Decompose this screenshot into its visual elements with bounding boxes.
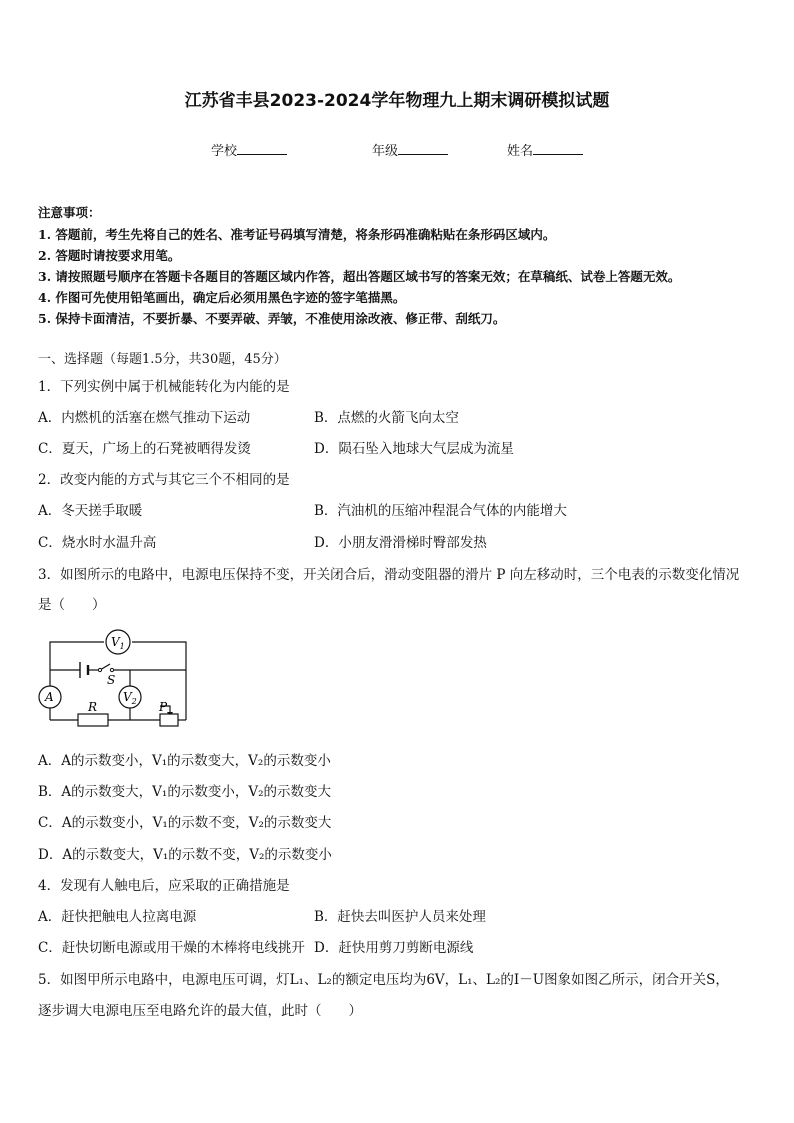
q4-option-b[interactable]: B．赶快去叫医护人员来处理 — [314, 909, 486, 925]
school-blank[interactable] — [237, 142, 287, 155]
grade-field[interactable] — [372, 140, 448, 159]
q3-stem-line2: 是（ ） — [38, 597, 106, 613]
name-field[interactable] — [507, 140, 583, 159]
q1-option-b[interactable]: B．点燃的火箭飞向太空 — [314, 410, 459, 426]
q4-stem: 4．发现有人触电后，应采取的正确措施是 — [38, 878, 290, 894]
q4-option-d[interactable]: D．赶快用剪刀剪断电源线 — [314, 940, 474, 956]
exam-title: 江苏省丰县2023-2024学年物理九上期末调研模拟试题 — [184, 91, 610, 111]
note-item: 3. 请按照题号顺序在答题卡各题目的答题区域内作答，超出答题区域书写的答案无效；在草稿纸、试卷上答题无效。 — [38, 269, 681, 284]
q2-option-c[interactable]: C．烧水时水温升高 — [38, 535, 157, 551]
resistor-label: R — [88, 700, 98, 714]
v1-label: $V_1$ — [111, 635, 125, 651]
switch-label: S — [107, 673, 116, 687]
q3-option-b[interactable]: B．A的示数变大，V₁的示数变小，V₂的示数变大 — [38, 784, 331, 800]
q1-option-a[interactable]: A．内燃机的活塞在燃气推动下运动 — [38, 410, 251, 426]
q1-stem: 1．下列实例中属于机械能转化为内能的是 — [38, 379, 290, 395]
note-item: 5. 保持卡面清洁，不要折暴、不要弄破、弄皱，不准使用涂改液、修正带、刮纸刀。 — [38, 311, 506, 326]
q2-option-b[interactable]: B．汽油机的压缩冲程混合气体的内能增大 — [314, 503, 567, 519]
q1-option-c[interactable]: C．夏天，广场上的石凳被晒得发烫 — [38, 441, 251, 457]
resistor-r — [78, 714, 108, 726]
q5-stem-line1: 5．如图甲所示电路中，电源电压可调，灯L₁、L₂的额定电压均为6V，L₁、L₂的I－U图象如图乙所示，闭合开关S， — [38, 972, 729, 988]
note-item: 4. 作图可先使用铅笔画出，确定后必须用黑色字迹的签字笔描黑。 — [38, 290, 406, 305]
notes-title: 注意事项： — [38, 205, 101, 220]
q3-option-c[interactable]: C．A的示数变小，V₁的示数不变，V₂的示数变大 — [38, 815, 332, 831]
q5-stem-line2: 逐步调大电源电压至电路允许的最大值，此时（ ） — [38, 1003, 362, 1019]
q4-option-c[interactable]: C．赶快切断电源或用干燥的木棒将电线挑开 — [38, 940, 305, 956]
q2-stem: 2．改变内能的方式与其它三个不相同的是 — [38, 472, 290, 488]
switch-contact — [110, 668, 113, 671]
section-title: 一、选择题（每题1.5分，共30题，45分） — [38, 352, 287, 367]
notes-list — [38, 224, 778, 329]
name-label: 姓名 — [507, 144, 534, 159]
ammeter-label: A — [45, 690, 54, 704]
switch-contact — [98, 668, 101, 671]
q3-stem-line1: 3．如图所示的电路中，电源电压保持不变，开关闭合后，滑动变阻器的滑片 P 向左移动时，三个电表的示数变化情况 — [38, 567, 740, 583]
note-item: 1. 答题前，考生先将自己的姓名、准考证号码填写清楚，将条形码准确粘贴在条形码区域内。 — [38, 227, 556, 242]
q4-option-a[interactable]: A．赶快把触电人拉离电源 — [38, 909, 197, 925]
grade-label: 年级 — [372, 144, 399, 159]
q2-option-d[interactable]: D．小朋友滑滑梯时臀部发热 — [314, 535, 487, 551]
name-blank[interactable] — [533, 142, 583, 155]
slider-label: P — [159, 700, 168, 714]
circuit-diagram — [38, 628, 194, 732]
q3-option-a[interactable]: A．A的示数变小，V₁的示数变大，V₂的示数变小 — [38, 753, 331, 769]
school-field[interactable] — [211, 140, 287, 159]
q2-option-a[interactable]: A．冬天搓手取暖 — [38, 503, 143, 519]
school-label: 学校 — [211, 144, 238, 159]
rheostat — [160, 714, 178, 726]
note-item: 2. 答题时请按要求用笔。 — [38, 248, 181, 263]
grade-blank[interactable] — [398, 142, 448, 155]
q3-option-d[interactable]: D．A的示数变大，V₁的示数不变，V₂的示数变小 — [38, 847, 332, 863]
q1-option-d[interactable]: D．陨石坠入地球大气层成为流星 — [314, 441, 514, 457]
v2-label: $V_2$ — [123, 690, 137, 706]
